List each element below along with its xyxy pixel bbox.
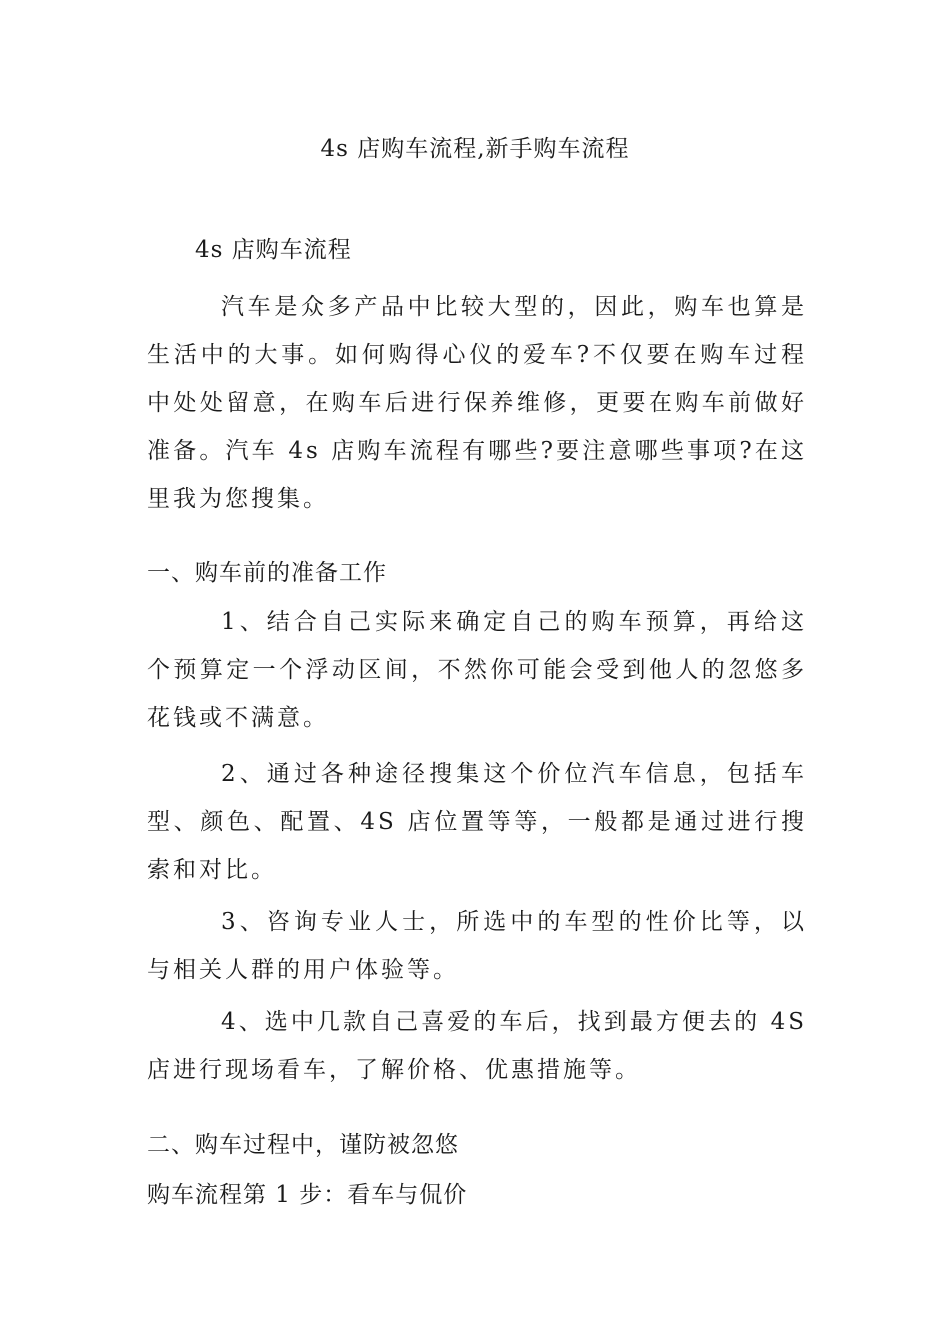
heading-preparation: 一、购车前的准备工作 [147, 560, 387, 586]
heading-buying-process: 二、购车过程中，谨防被忽悠 [147, 1132, 459, 1158]
item-budget: 1、结合自己实际来确定自己的购车预算，再给这个预算定一个浮动区间，不然你可能会受到他人的忽悠多花钱或不满意。 [147, 609, 807, 731]
document-title: 4s 店购车流程,新手购车流程 [320, 136, 630, 162]
item-research: 2、通过各种途径搜集这个价位汽车信息，包括车型、颜色、配置、4S 店位置等等，一般都是通过进行搜索和对比。 [147, 761, 807, 883]
step-one: 购车流程第 1 步：看车与侃价 [147, 1182, 468, 1208]
item-visit-dealer: 4、选中几款自己喜爱的车后，找到最方便去的 4S 店进行现场看车，了解价格、优惠措施等。 [147, 1009, 807, 1083]
intro-paragraph: 汽车是众多产品中比较大型的，因此，购车也算是生活中的大事。如何购得心仪的爱车?不仅要在购车过程中处处留意，在购车后进行保养维修，更要在购车前做好准备。汽车 4s 店购车流程有哪些?要注意哪些事项?在这里我为您搜集。 [147, 294, 807, 512]
item-consult: 3、咨询专业人士，所选中的车型的性价比等，以与相关人群的用户体验等。 [147, 909, 807, 983]
section-title: 4s 店购车流程 [195, 237, 352, 263]
